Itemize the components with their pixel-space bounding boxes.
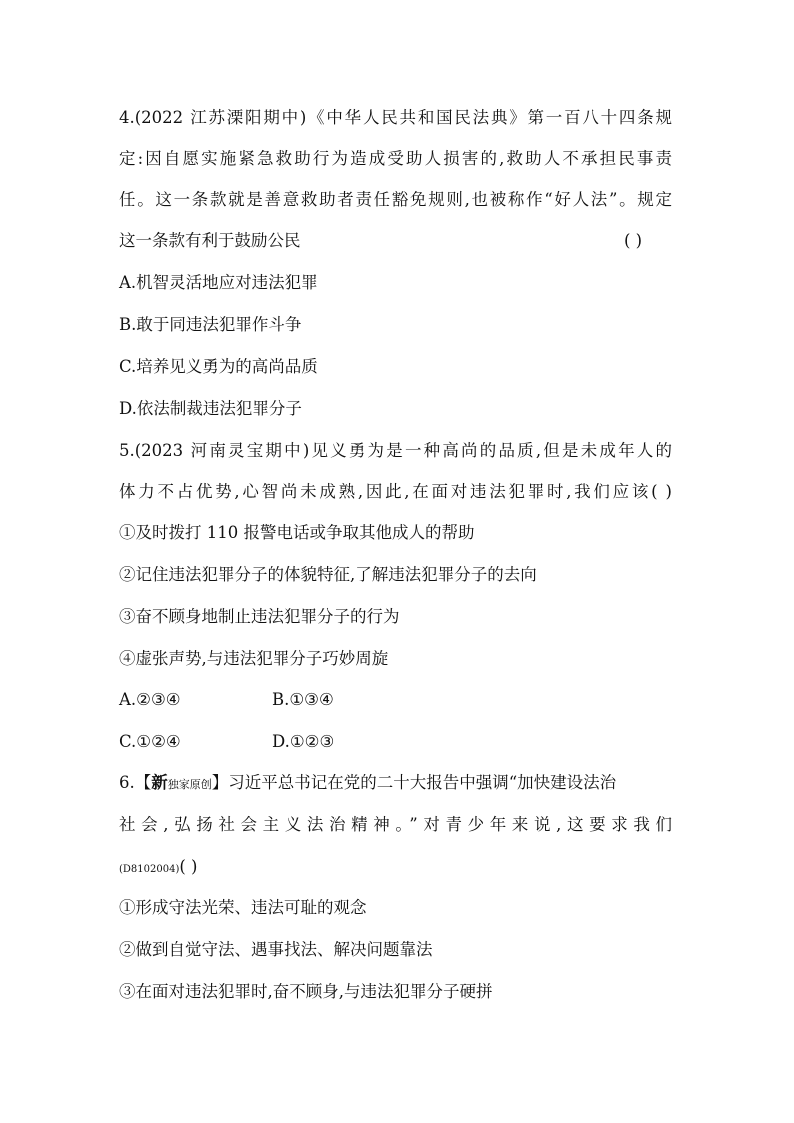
q6-answer-blank: ( ) [179,857,198,876]
q5-item-1: ①及时拨打 110 报警电话或争取其他成人的帮助 [119,523,475,542]
q4-option-d: D.依法制裁违法犯罪分子 [119,399,302,418]
q6-badge-close: 】 [211,773,229,792]
q4-option-c: C.培养见义勇为的高尚品质 [119,357,318,376]
q6-question-code: (D8102004) [119,864,180,875]
q4-stem-line-2: 定:因自愿实施紧急救助行为造成受助人损害的,救助人不承担民事责 [119,149,672,168]
q6-badge-original: 独家原创 [167,778,212,791]
q4-answer-blank: ( ) [624,231,643,250]
q5-option-d: D.①②③ [272,732,335,751]
q6-number: 6. [119,773,135,792]
q6-stem-text-1: 习近平总书记在党的二十大报告中强调“加快建设法治 [228,773,617,792]
q6-badge-new: 新 [151,773,168,792]
q6-item-3: ③在面对违法犯罪时,奋不顾身,与违法犯罪分子硬拼 [119,982,493,1001]
q5-item-2: ②记住违法犯罪分子的体貌特征,了解违法犯罪分子的去向 [119,565,537,584]
q6-stem-line-1 [119,773,672,795]
q5-item-3: ③奋不顾身地制止违法犯罪分子的行为 [119,607,400,626]
q6-code-line [119,857,197,880]
q4-stem-line-4: 这一条款有利于鼓励公民 [119,231,301,250]
q5-stem-line-1: 5.(2023 河南灵宝期中)见义勇为是一种高尚的品质,但是未成年人的 [119,441,672,460]
q5-option-a: A.②③④ [119,690,181,709]
q4-option-a: A.机智灵活地应对违法犯罪 [119,273,318,292]
q6-stem-line-2: 社会,弘扬社会主义法治精神。”对青少年来说,这要求我们 [119,815,672,834]
q4-option-b: B.敢于同违法犯罪作斗争 [119,315,302,334]
q4-stem-line-3: 任。这一条款就是善意救助者责任豁免规则,也被称作“好人法”。规定 [119,190,672,209]
q5-item-4: ④虚张声势,与违法犯罪分子巧妙周旋 [119,649,389,668]
q4-stem-line-1: 4.(2022 江苏溧阳期中)《中华人民共和国民法典》第一百八十四条规 [119,108,672,127]
q5-option-b: B.①③④ [272,690,334,709]
q6-badge-open: 【 [134,773,152,792]
q6-item-2: ②做到自觉守法、遇事找法、解决问题靠法 [119,940,433,959]
q5-stem-line-2: 体力不占优势,心智尚未成熟,因此,在面对违法犯罪时,我们应该( ) [119,482,672,501]
q5-option-c: C.①②④ [119,732,181,751]
q6-item-1: ①形成守法光荣、违法可耻的观念 [119,898,367,917]
